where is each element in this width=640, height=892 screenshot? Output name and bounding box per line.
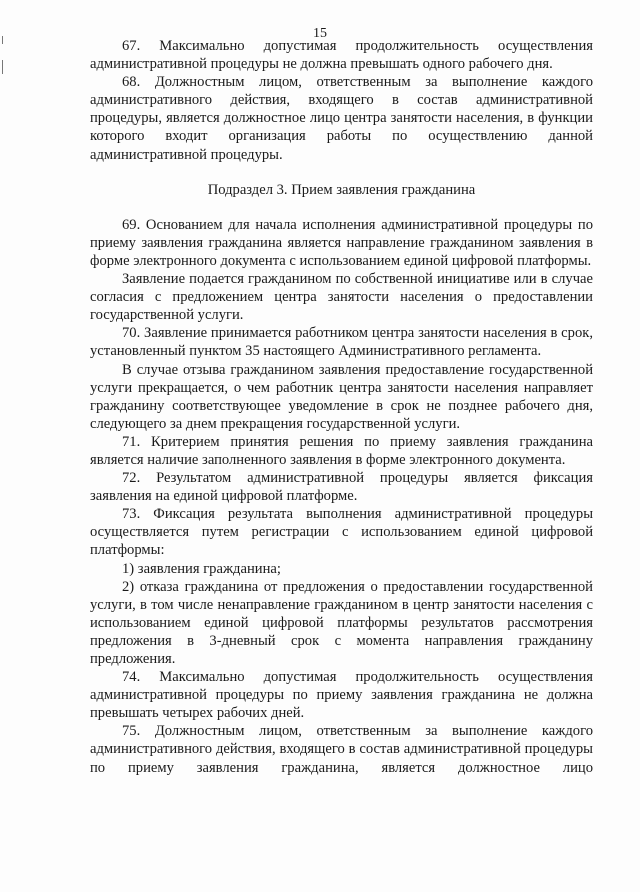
paragraph-67: 67. Максимально допустимая продолжительность осуществления административной процедуры не должна превышать одного рабочего дня. [90, 38, 593, 73]
page-number: 15 [313, 26, 327, 41]
list-item-2: 2) отказа гражданина от предложения о предоставлении государственной услуги, в том числе ненаправление гражданином в центр занятости населения с использованием единой цифровой платформы результатов рассмотрения предложения в 3-дневный срок с момента направления гражданину предложения. [90, 578, 593, 667]
paragraph-70: 70. Заявление принимается работником центра занятости населения в срок, установленный пунктом 35 настоящего Административного регламента. [90, 325, 593, 360]
paragraph-70-cont: В случае отзыва гражданином заявления предоставление государственной услуги прекращается, о чем работник центра занятости населения направляет гражданину соответствующее уведомление в срок не позднее рабочего дня, следующего за днем прекращения государственной услуги. [90, 361, 593, 432]
document-body [90, 37, 593, 777]
margin-tick [2, 60, 3, 74]
subsection-title: Подраздел 3. Прием заявления гражданина [207, 181, 476, 198]
list-item-1: 1) заявления гражданина; [122, 560, 281, 577]
paragraph-73: 73. Фиксация результата выполнения административной процедуры осуществляется путем регистрации с использованием единой цифровой платформы: [90, 506, 593, 559]
paragraph-71: 71. Критерием принятия решения по приему заявления гражданина является наличие заполненного заявления в форме электронного документа. [90, 433, 593, 468]
paragraph-72: 72. Результатом административной процедуры является фиксация заявления на единой цифровой платформе. [90, 470, 593, 505]
paragraph-69: 69. Основанием для начала исполнения административной процедуры по приему заявления гражданина является направление гражданином заявления в форме электронного документа с использованием единой цифровой платформы. [90, 216, 593, 269]
paragraph-69-cont: Заявление подается гражданином по собственной инициативе или в случае согласия с предложением центра занятости населения о предоставлении государственной услуги. [90, 271, 593, 324]
paragraph-75: 75. Должностным лицом, ответственным за выполнение каждого административного действия, входящего в состав административной процедуры по приему заявления гражданина, является должностное лицо [90, 723, 593, 776]
paragraph-74: 74. Максимально допустимая продолжительность осуществления административной процедуры по приему заявления гражданина не должна превышать четырех рабочих дней. [90, 669, 593, 722]
paragraph-68: 68. Должностным лицом, ответственным за выполнение каждого административного действия, входящего в состав административной процедуры, является должностное лицо центра занятости населения, в функции которого входит организация работы по осуществлению данной административной процедуры. [90, 74, 593, 163]
